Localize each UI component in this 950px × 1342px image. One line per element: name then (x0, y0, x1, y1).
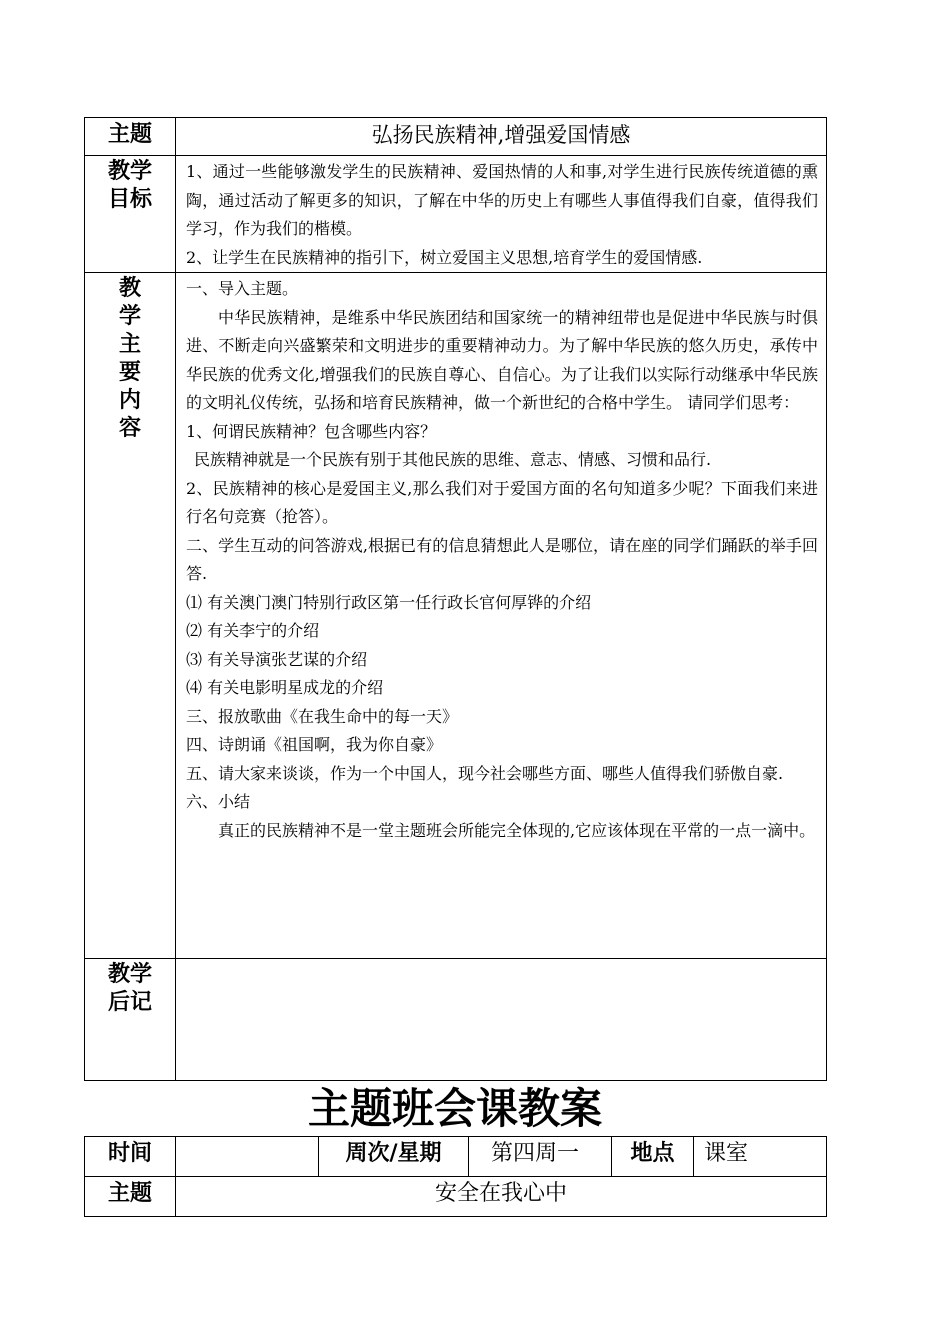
theme2-value: 安全在我心中 (176, 1177, 827, 1217)
reflection-label: 教学 后记 (85, 959, 176, 1081)
objectives-text (176, 156, 827, 273)
week-label: 周次/星期 (319, 1137, 469, 1177)
week-value: 第四周一 (469, 1137, 612, 1177)
time-value-cell (176, 1137, 319, 1177)
content-para: 六、小结 (186, 792, 251, 811)
content-para: 民族精神就是一个民族有别于其他民族的思维、意志、情感、习惯和品行. (194, 450, 712, 469)
content-para: ⑶ 有关导演张艺谋的介绍 (186, 649, 368, 669)
content-text (176, 273, 827, 959)
theme-label: 主题 (85, 118, 176, 156)
content-para: ⑵ 有关李宁的介绍 (186, 621, 320, 640)
content-para: 1、何谓民族精神？包含哪些内容？ (186, 421, 437, 441)
page-title: 主题班会课教案 (307, 1084, 602, 1133)
objectives-label: 教学 目标 (85, 156, 176, 273)
content-label: 教 学 主 要 内 容 (85, 273, 176, 959)
lesson-plan-table (84, 117, 827, 1081)
place-value: 课室 (694, 1137, 827, 1177)
content-para: ⑷ 有关电影明星成龙的介绍 (186, 678, 384, 697)
objective-2: 2、让学生在民族精神的指引下，树立爱国主义思想,培育学生的爱国情感. (186, 247, 703, 267)
theme2-label: 主题 (85, 1177, 176, 1217)
content-para: 一、导入主题。 (186, 279, 299, 298)
content-para: 四、诗朗诵《祖国啊，我为你自豪》 (186, 735, 443, 754)
objective-1: 1、通过一些能够激发学生的民族精神、爱国热情的人和事,对学生进行民族传统道德的熏陶，通过活动了解更多的知识，了解在中华的历史上有哪些人事值得我们自豪，值得我们学习，作为我们的楷模。 (186, 162, 818, 238)
time-label: 时间 (85, 1137, 176, 1177)
content-para: 五、请大家来谈谈，作为一个中国人，现今社会哪些方面、哪些人值得我们骄傲自豪. (186, 763, 784, 783)
lesson-plan-header-table (84, 1136, 827, 1217)
content-para: ⑴ 有关澳门澳门特别行政区第一任行政长官何厚铧的介绍 (186, 592, 592, 612)
content-para: 三、报放歌曲《在我生命中的每一天》 (186, 706, 459, 726)
theme-value: 弘扬民族精神,增强爱国情感 (176, 118, 827, 156)
content-para: 中华民族精神，是维系中华民族团结和国家统一的精神纽带也是促进中华民族与时俱进、不断走向兴盛繁荣和文明进步的重要精神动力。为了解中华民族的悠久历史，承传中华民族的优秀文化,增强我们的民族自尊心、自信心。为了让我们以实际行动继承中华民族的文明礼仪传统，弘扬和培育民族精神，做一个新世纪的合格中学生。 请同学们思考： (186, 307, 818, 412)
content-para: 真正的民族精神不是一堂主题班会所能完全体现的,它应该体现在平常的一点一滴中。 (218, 820, 816, 840)
place-label: 地点 (612, 1137, 694, 1177)
content-para: 2、民族精神的核心是爱国主义,那么我们对于爱国方面的名句知道多少呢？下面我们来进行名句竞赛（抢答）。 (186, 478, 818, 526)
content-para: 二、学生互动的问答游戏,根据已有的信息猜想此人是哪位，请在座的同学们踊跃的举手回答. (186, 535, 818, 583)
reflection-cell (176, 959, 827, 1081)
